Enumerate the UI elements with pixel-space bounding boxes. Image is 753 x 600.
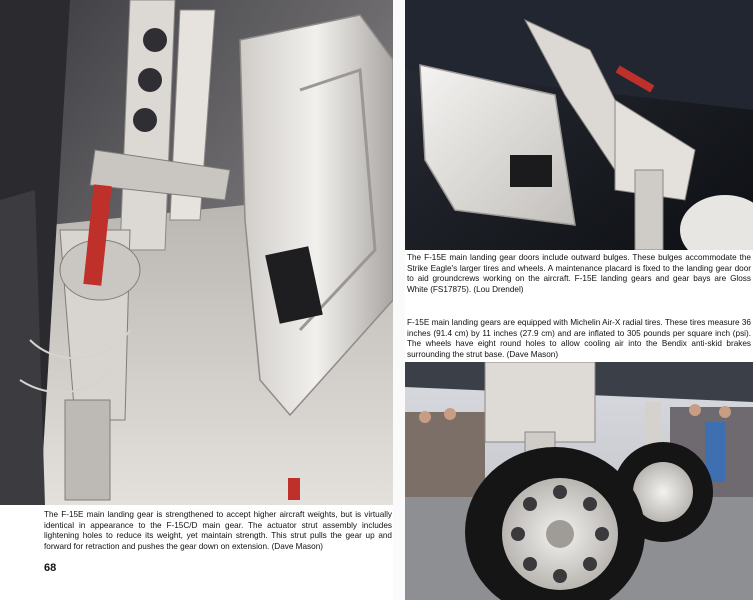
- photo-top-right-gear-door: [405, 0, 753, 250]
- page-number: 68: [44, 562, 57, 574]
- caption-top-right: The F-15E main landing gear doors include outward bulges. These bulges accommodate the Strike Eagle's larger tires and wheels. A maintenance placard is fixed to the landing gear door to aid groundcrews working on the aircraft. F-15E landing gears and gear bays are Gloss White (FS17875). (Lou Drendel): [407, 253, 751, 294]
- photo-bottom-right-tires: [405, 362, 753, 600]
- maintenance-placard: [510, 155, 552, 187]
- tires-illustration: [405, 362, 753, 600]
- page-gutter: [393, 0, 405, 600]
- caption-bottom-right: F-15E main landing gears are equipped with Michelin Air-X radial tires. These tires measure 36 inches (91.4 cm) by 11 inches (27.9 cm) and are inflated to 305 pounds per square inch (psi). The wheels have eight round holes to allow cooling air into the Bendix anti-skid brakes surrounding the strut base. (Dave Mason): [407, 318, 751, 359]
- photo-left-main-gear: [0, 0, 393, 505]
- main-gear-illustration: [0, 0, 393, 505]
- caption-left: The F-15E main landing gear is strengthened to accept higher aircraft weights, but is virtually identical in appearance to the F-15C/D main gear. The actuator strut assembly includes lightening holes to reduce its weight, yet maintain strength. This strut pulls the gear up and forward for retraction and pushes the gear down on extension. (Dave Mason): [44, 510, 392, 551]
- gear-door-illustration: [405, 0, 753, 250]
